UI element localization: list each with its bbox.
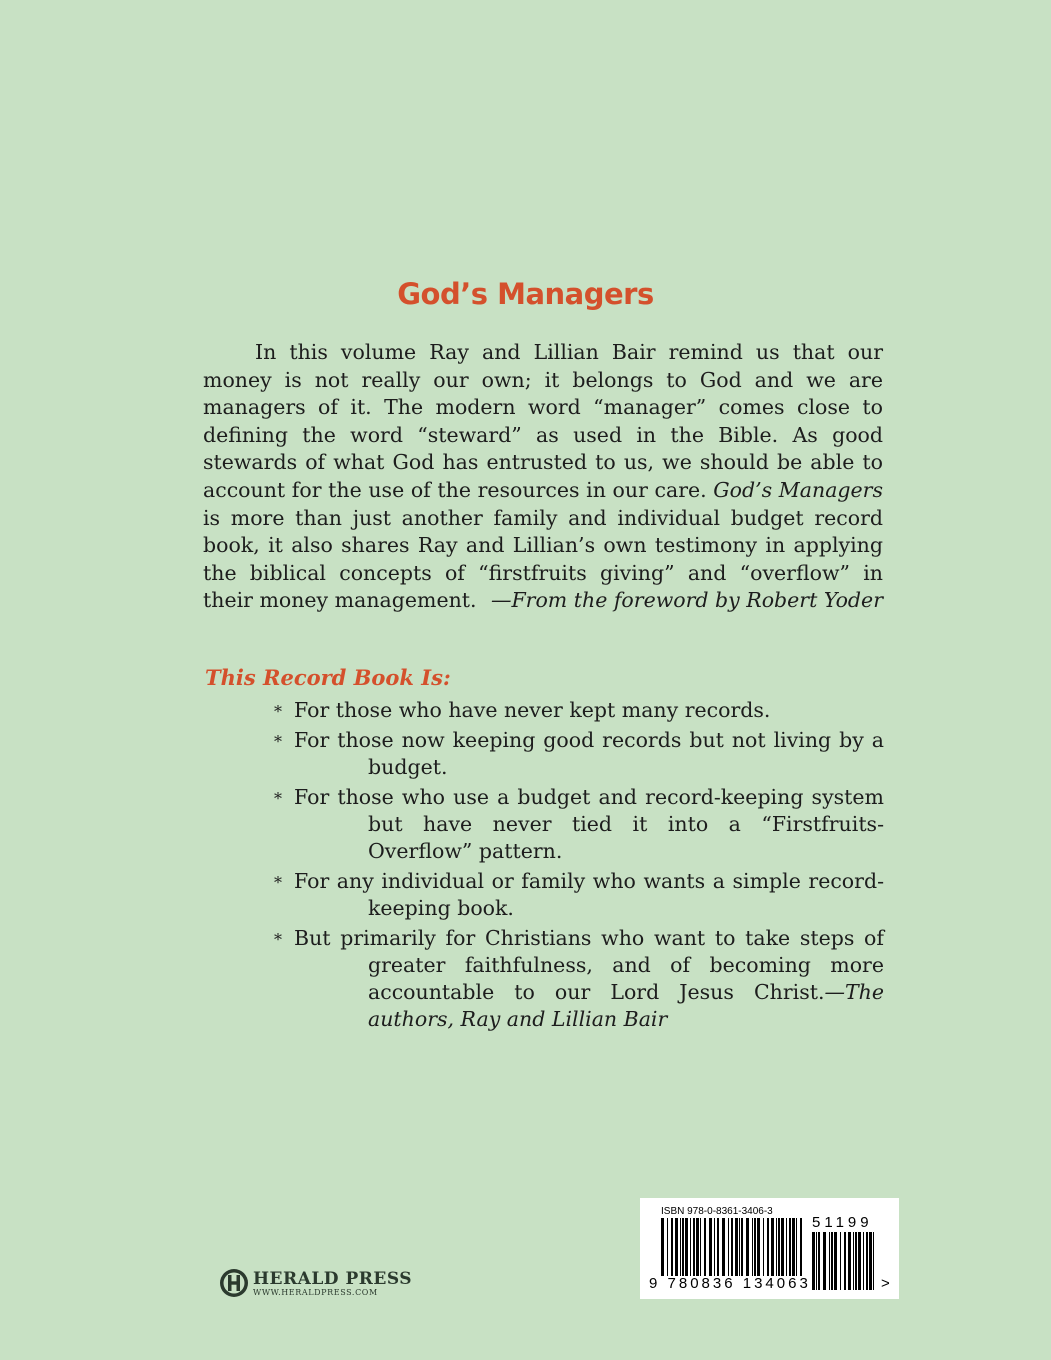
barcode-bar bbox=[816, 1232, 817, 1290]
barcode-bar bbox=[840, 1232, 841, 1290]
list-item bbox=[272, 784, 884, 865]
isbn-barcode bbox=[640, 1198, 899, 1299]
barcode-bar bbox=[866, 1232, 868, 1290]
asterisk-bullet-icon: * bbox=[274, 873, 282, 892]
publisher-name: HERALD PRESS bbox=[253, 1269, 412, 1289]
barcode-bar bbox=[696, 1218, 699, 1276]
barcode-bar bbox=[661, 1218, 664, 1276]
barcode-bar bbox=[722, 1218, 725, 1276]
barcode-bar bbox=[763, 1218, 764, 1276]
asterisk-bullet-icon: * bbox=[274, 930, 282, 949]
barcode-bar bbox=[680, 1218, 681, 1276]
asterisk-bullet-icon: * bbox=[274, 732, 282, 751]
barcode-bar bbox=[800, 1218, 802, 1276]
foreword-text-end: is more than just another family and individual budget record book, it also shares Ray and Lillian’s own testimony in applying the biblical concepts of “firstfruits giving” and “overflow” in their money management. bbox=[203, 505, 883, 613]
barcode-bar bbox=[855, 1232, 857, 1290]
list-item-text: For those now keeping good records but not living by a budget. bbox=[294, 728, 884, 779]
list-item bbox=[272, 868, 884, 922]
barcode-bar bbox=[690, 1218, 691, 1276]
barcode-bar bbox=[704, 1218, 706, 1276]
list-item bbox=[272, 697, 884, 724]
barcode-digits: 9 780836 134063 bbox=[649, 1275, 811, 1292]
foreword-text-start: In this volume Ray and Lillian Bair remind us that our money is not really our own; it belongs to God and we are managers of it. The modern word “manager” comes close to defining the word “steward” as used in the Bible. As good stewards of what God has entrusted to us, we should be able to account for the use of the resources in our care. bbox=[203, 340, 883, 502]
barcode-bar bbox=[778, 1218, 780, 1276]
barcode-bar bbox=[858, 1232, 861, 1290]
list-item-text: For those who have never kept many records. bbox=[294, 698, 771, 722]
publisher-logo bbox=[219, 1268, 412, 1298]
barcode-bar bbox=[844, 1232, 846, 1290]
barcode-bar bbox=[796, 1218, 797, 1276]
authors-signature: —The authors, Ray and Lillian Bair bbox=[368, 980, 884, 1031]
publisher-url: WWW.HERALDPRESS.COM bbox=[253, 1288, 378, 1297]
barcode-bar bbox=[714, 1218, 715, 1276]
barcode-arrow: > bbox=[881, 1275, 890, 1292]
list-item-text bbox=[294, 925, 884, 1033]
list-item-main-text: But primarily for Christians who want to take steps of greater faithfulness, and of becoming more accountable to our Lord Jesus Christ. bbox=[294, 926, 884, 1004]
barcode-bar bbox=[757, 1218, 760, 1276]
herald-press-emblem-icon bbox=[219, 1268, 249, 1298]
barcode-bar bbox=[831, 1232, 833, 1290]
barcode-bar bbox=[792, 1218, 795, 1276]
barcode-bar bbox=[728, 1218, 729, 1276]
barcode-bar bbox=[675, 1218, 678, 1276]
asterisk-bullet-icon: * bbox=[274, 789, 282, 808]
list-item bbox=[272, 925, 884, 1033]
barcode-bar bbox=[682, 1218, 684, 1276]
barcode-bar bbox=[671, 1218, 673, 1276]
barcode-bar bbox=[667, 1218, 668, 1276]
barcode-bar bbox=[700, 1218, 701, 1276]
barcode-bar bbox=[754, 1218, 756, 1276]
asterisk-bullet-icon: * bbox=[274, 702, 282, 721]
barcode-bar bbox=[834, 1232, 837, 1290]
list-item-text: For any individual or family who wants a simple record-keeping book. bbox=[294, 869, 884, 920]
barcode-bar bbox=[829, 1232, 830, 1290]
barcode-bar bbox=[685, 1218, 688, 1276]
list-item bbox=[272, 727, 884, 781]
barcode-bar bbox=[741, 1218, 743, 1276]
barcode-bar bbox=[781, 1218, 784, 1276]
barcode-bar bbox=[863, 1232, 864, 1290]
barcode-bar bbox=[789, 1218, 791, 1276]
book-title: God’s Managers bbox=[397, 277, 654, 311]
record-book-list bbox=[272, 697, 884, 1033]
barcode-bar bbox=[869, 1232, 872, 1290]
barcode-bar bbox=[771, 1218, 774, 1276]
barcode-bar bbox=[717, 1218, 719, 1276]
publisher-text bbox=[253, 1269, 412, 1297]
barcode-bar bbox=[786, 1218, 787, 1276]
barcode-bar bbox=[776, 1218, 777, 1276]
barcode-bar bbox=[752, 1218, 753, 1276]
barcode-bar bbox=[818, 1232, 820, 1290]
isbn-label: ISBN 978-0-8361-3406-3 bbox=[661, 1206, 773, 1217]
foreword-paragraph bbox=[203, 339, 883, 615]
barcode-bar bbox=[739, 1218, 740, 1276]
barcode-bar bbox=[709, 1218, 712, 1276]
barcode-bar bbox=[767, 1218, 769, 1276]
list-heading: This Record Book Is: bbox=[205, 665, 451, 690]
barcode-bar bbox=[693, 1218, 695, 1276]
barcode-bar bbox=[731, 1218, 733, 1276]
barcode-bar bbox=[735, 1218, 738, 1276]
foreword-attribution: —From the foreword by Robert Yoder bbox=[490, 588, 883, 612]
barcode-bar bbox=[873, 1232, 874, 1290]
barcode-addon-digits: 51199 bbox=[812, 1214, 873, 1231]
list-item-text: For those who use a budget and record-keeping system but have never tied it into a “Firstfruits-Overflow” pattern. bbox=[294, 785, 884, 863]
barcode-bar bbox=[812, 1232, 815, 1290]
foreword-book-title: God’s Managers bbox=[713, 477, 883, 502]
barcode-bar bbox=[746, 1218, 749, 1276]
barcode-bar bbox=[848, 1232, 851, 1290]
barcode-bar bbox=[853, 1232, 854, 1290]
barcode-bar bbox=[823, 1232, 826, 1290]
